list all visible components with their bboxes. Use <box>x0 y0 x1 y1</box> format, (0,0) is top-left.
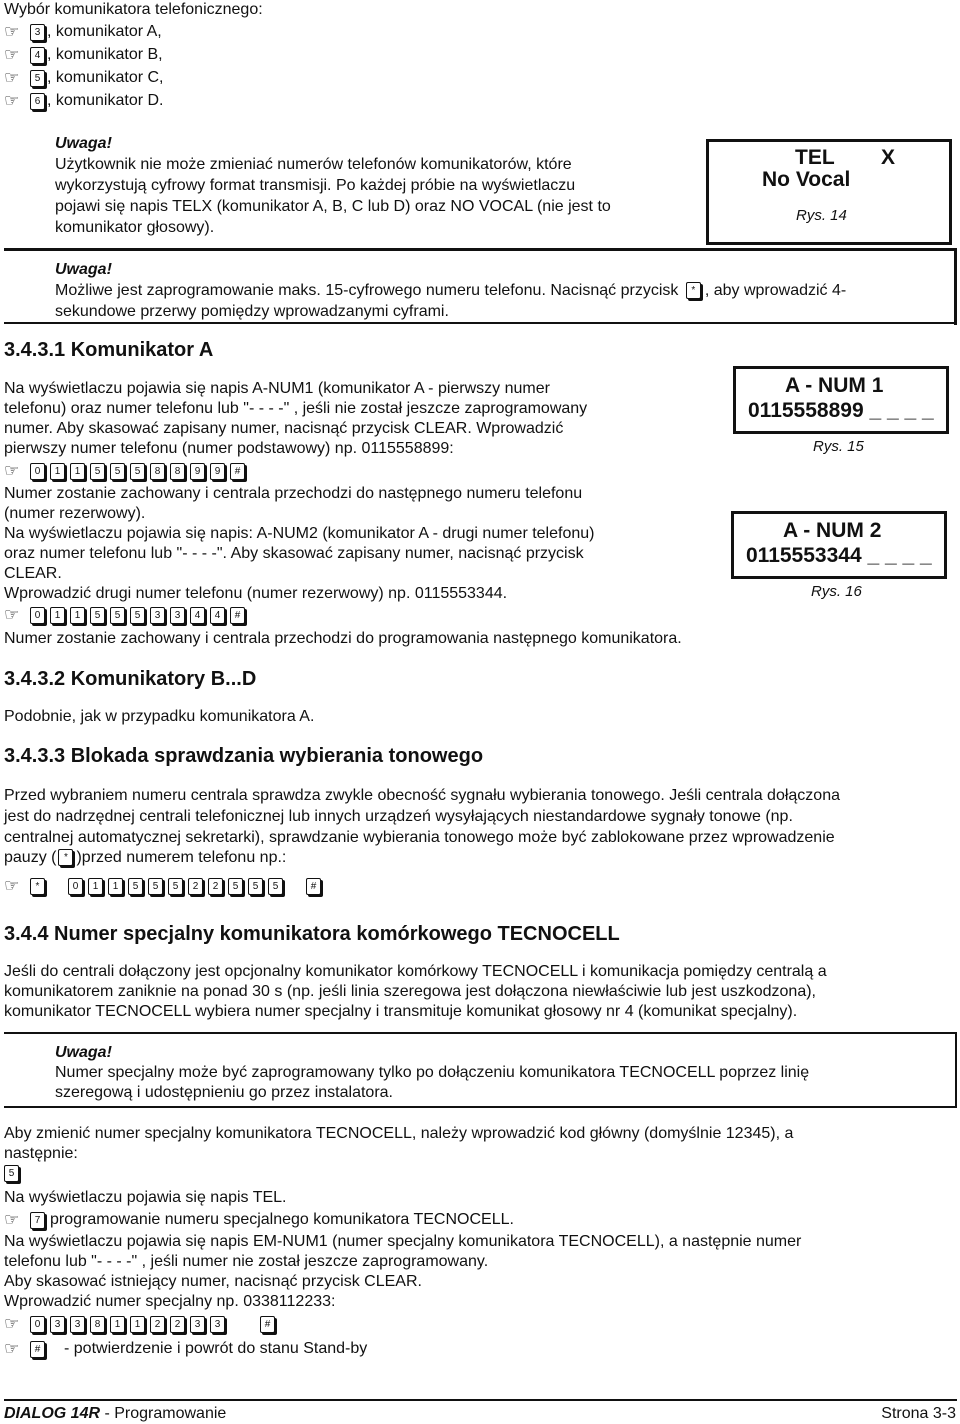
text-line: komunikator TECNOCELL wybiera numer specjalny i transmituje komunikat głosowy nr 4 (komunikat specjalny). <box>4 1003 798 1020</box>
note2-line1: Możliwe jest zaprogramowanie maks. 15-cyfrowego numeru telefonu. Nacisnąć przycisk * , aby wprowadzić 4- <box>55 282 847 299</box>
keypad-key-icon: 2 <box>188 878 203 895</box>
text-line: jest do nadrzędnej centrali telefonicznej lub innych urządzeń wysyłających niestandardowe sygnały tonowe (np. <box>4 808 793 825</box>
note2-bottom-rule <box>4 322 957 324</box>
keypad-key-icon: 8 <box>150 463 165 480</box>
keypad-key-icon: 5 <box>168 878 183 895</box>
keypad-key-icon: 2 <box>170 1316 185 1333</box>
text-line: wykorzystują cyfrowy format transmisji. Po każdej próbie na wyświetlaczu <box>55 177 576 194</box>
fig14-line2: No Vocal <box>762 168 851 191</box>
heading-3432: 3.4.3.2 Komunikatory B...D <box>4 668 257 690</box>
keys-sequence-2 <box>4 605 250 625</box>
text-line: Wprowadzić numer specjalny np. 0338112233: <box>4 1293 336 1310</box>
keypad-key-icon: 3 <box>50 1316 65 1333</box>
keypad-key-icon: 1 <box>88 878 103 895</box>
keypad-key-icon: 4 <box>190 607 205 624</box>
key5-row <box>4 1164 24 1184</box>
fig14-line1: TEL X <box>795 146 895 169</box>
footer-left: DIALOG 14R - Programowanie <box>4 1405 227 1422</box>
pointing-hand-icon: ☞ <box>4 1314 20 1333</box>
confirm-row: ☞ # - potwierdzenie i powrót do stanu Stand-by <box>4 1339 368 1358</box>
footer-right: Strona 3-3 <box>881 1405 956 1422</box>
keypad-key-icon: 4 <box>30 47 45 64</box>
sec3432-text: Podobnie, jak w przypadku komunikatora A. <box>4 708 315 725</box>
fig16-caption: Rys. 16 <box>811 583 862 600</box>
text-line: Aby skasować istniejący numer, nacisnąć przycisk CLEAR. <box>4 1273 422 1290</box>
text-line: Numer zostanie zachowany i centrala przechodzi do następnego numeru telefonu <box>4 485 583 502</box>
text-line: komunikatorem zaniknie na ponad 30 s (np. jeśli linia szeregowa jest dołączona niewłaściwie lub jest uszkodzona), <box>4 983 816 1000</box>
heading-3431: 3.4.3.1 Komunikator A <box>4 339 214 361</box>
keypad-key-icon: 0 <box>30 1316 45 1333</box>
text-line: numer. Aby skasować zapisany numer, nacisnąć przycisk CLEAR. Wprowadzić <box>4 420 564 437</box>
text-line: Przed wybraniem numeru centrala sprawdza zwykle obecność sygnału wybierania tonowego. Jeśli centrala dołączona <box>4 787 840 804</box>
text-line: CLEAR. <box>4 565 62 582</box>
intro-option-text: , komunikator B, <box>47 46 163 64</box>
keypad-key-icon: 0 <box>30 607 45 624</box>
keypad-key-icon: 5 <box>90 607 105 624</box>
pointing-hand-icon: ☞ <box>4 605 20 624</box>
pointing-hand-icon: ☞ <box>4 1339 20 1358</box>
text-line: telefonu lub "- - - -" , jeśli numer nie został jeszcze zaprogramowany. <box>4 1253 489 1270</box>
keypad-key-icon: 4 <box>210 607 225 624</box>
intro-option <box>4 91 163 111</box>
keypad-key-icon: 8 <box>90 1316 105 1333</box>
text-line: (numer rezerwowy). <box>4 505 146 522</box>
fig15-line2: 0115558899 _ _ _ _ <box>748 399 934 422</box>
note3-top-rule <box>4 1032 957 1034</box>
text-line: centralnej automatycznej sekretarki), sprawdzanie wybierania tonowego może być zablokowane przez wprowadzenie <box>4 829 835 846</box>
heading-3433: 3.4.3.3 Blokada sprawdzania wybierania tonowego <box>4 745 484 767</box>
key-star: * <box>686 282 701 299</box>
key-star: * <box>58 849 73 866</box>
keypad-key-icon: 2 <box>150 1316 165 1333</box>
pointing-hand-icon: ☞ <box>4 91 20 110</box>
keypad-key-icon: 3 <box>170 607 185 624</box>
text-line: telefonu) oraz numer telefonu lub "- - - -" , jeśli nie został jeszcze zaprogramowany <box>4 400 588 417</box>
keypad-key-icon: 1 <box>50 463 65 480</box>
text-line: Na wyświetlaczu pojawia się napis EM-NUM1 (numer specjalny komunikatora TECNOCELL), a następnie numer <box>4 1233 802 1250</box>
key7-row: ☞ 7 programowanie numeru specjalnego komunikatora TECNOCELL. <box>4 1210 514 1229</box>
text-line: Aby zmienić numer specjalny komunikatora TECNOCELL, należy wprowadzić kod główny (domyślnie 12345), a <box>4 1125 794 1142</box>
text-line: pojawi się napis TELX (komunikator A, B, C lub D) oraz NO VOCAL (nie jest to <box>55 198 611 215</box>
keypad-key-icon: 9 <box>190 463 205 480</box>
intro-option-text: , komunikator A, <box>47 23 162 41</box>
keypad-key-icon: 2 <box>208 878 223 895</box>
note2-line2: sekundowe przerwy pomiędzy wprowadzanymi cyframi. <box>55 303 449 320</box>
text-line: Na wyświetlaczu pojawia się napis A-NUM1 (komunikator A - pierwszy numer <box>4 380 550 397</box>
pointing-hand-icon: ☞ <box>4 45 20 64</box>
keypad-key-icon: 1 <box>130 1316 145 1333</box>
keypad-key-icon: 8 <box>170 463 185 480</box>
sec3433-last-line: pauzy ( * )przed numerem telefonu np.: <box>4 849 287 866</box>
heading-344: 3.4.4 Numer specjalny komunikatora komórkowego TECNOCELL <box>4 923 620 945</box>
note3-label: Uwaga! <box>55 1044 112 1061</box>
intro-title: Wybór komunikatora telefonicznego: <box>4 1 263 18</box>
fig15-caption: Rys. 15 <box>813 438 864 455</box>
keypad-key-icon: 0 <box>30 463 45 480</box>
keypad-key-icon: # <box>306 878 321 895</box>
key-7: 7 <box>30 1212 45 1229</box>
keypad-key-icon: 1 <box>70 463 85 480</box>
text-line: komunikator głosowy). <box>55 219 215 236</box>
keypad-key-icon: 5 <box>30 70 45 87</box>
fig16-line1: A - NUM 2 <box>783 519 882 542</box>
key-5: 5 <box>4 1165 19 1182</box>
text-line: Wprowadzić drugi numer telefonu (numer rezerwowy) np. 0115553344. <box>4 585 508 602</box>
keypad-key-icon: 5 <box>268 878 283 895</box>
text-line: pierwszy numer telefonu (numer podstawowy) np. 0115558899: <box>4 440 454 457</box>
keypad-key-icon: 9 <box>210 463 225 480</box>
keys-sequence-3 <box>4 876 326 896</box>
fig15-line1: A - NUM 1 <box>785 374 884 397</box>
keypad-key-icon: 5 <box>148 878 163 895</box>
pointing-hand-icon: ☞ <box>4 68 20 87</box>
text-line: następnie: <box>4 1145 78 1162</box>
keypad-key-icon: 3 <box>150 607 165 624</box>
keypad-key-icon: 3 <box>30 24 45 41</box>
keypad-key-icon: 1 <box>70 607 85 624</box>
intro-option <box>4 68 163 88</box>
pointing-hand-icon: ☞ <box>4 461 20 480</box>
text-line: Użytkownik nie może zmieniać numerów telefonów komunikatorów, które <box>55 156 572 173</box>
note1-label: Uwaga! <box>55 135 112 152</box>
text-line: Numer specjalny może być zaprogramowany tylko po dołączeniu komunikatora TECNOCELL poprzez linię <box>55 1064 810 1081</box>
sec3431-p3: Numer zostanie zachowany i centrala przechodzi do programowania następnego komunikatora. <box>4 630 682 647</box>
key-hash: # <box>30 1341 45 1358</box>
keypad-key-icon: 5 <box>248 878 263 895</box>
intro-option <box>4 45 163 65</box>
pointing-hand-icon: ☞ <box>4 22 20 41</box>
keypad-key-icon: # <box>230 607 245 624</box>
keypad-key-icon: 5 <box>90 463 105 480</box>
keypad-key-icon: * <box>30 878 45 895</box>
pointing-hand-icon: ☞ <box>4 876 20 895</box>
note3-bottom-rule <box>4 1106 957 1108</box>
note3-right-rule <box>955 1032 957 1106</box>
fig16-line2: 0115553344 _ _ _ _ <box>746 544 932 567</box>
text-line: Na wyświetlaczu pojawia się napis: A-NUM2 (komunikator A - drugi numer telefonu) <box>4 525 595 542</box>
keypad-key-icon: 5 <box>128 878 143 895</box>
text-line: szeregową i udostępnieniu go przez instalatora. <box>55 1084 393 1101</box>
text-line: Jeśli do centrali dołączony jest opcjonalny komunikator komórkowy TECNOCELL i komunikacja pomiędzy centralą a <box>4 963 827 980</box>
keypad-key-icon: 1 <box>110 1316 125 1333</box>
pointing-hand-icon: ☞ <box>4 1210 20 1229</box>
keypad-key-icon: 5 <box>130 607 145 624</box>
key-hash: # <box>260 1316 275 1333</box>
keypad-key-icon: 3 <box>190 1316 205 1333</box>
intro-option-text: , komunikator D. <box>47 92 164 110</box>
keypad-key-icon: 0 <box>68 878 83 895</box>
keypad-key-icon: 5 <box>110 463 125 480</box>
note2-label: Uwaga! <box>55 261 112 278</box>
intro-option <box>4 22 162 42</box>
keypad-key-icon: 5 <box>228 878 243 895</box>
fig14-caption: Rys. 14 <box>796 207 847 224</box>
keypad-key-icon: 1 <box>108 878 123 895</box>
keypad-key-icon: # <box>230 463 245 480</box>
keypad-key-icon: 1 <box>50 607 65 624</box>
keypad-key-icon: 5 <box>110 607 125 624</box>
keys-sequence-1 <box>4 461 250 481</box>
keypad-key-icon: 6 <box>30 93 45 110</box>
sec344-p3: Na wyświetlaczu pojawia się napis TEL. <box>4 1189 287 1206</box>
keypad-key-icon: 5 <box>130 463 145 480</box>
keypad-key-icon: 3 <box>210 1316 225 1333</box>
keys-sequence-4 <box>4 1314 280 1334</box>
intro-option-text: , komunikator C, <box>47 69 164 87</box>
text-line: oraz numer telefonu lub "- - - -". Aby skasować zapisany numer, nacisnąć przycisk <box>4 545 584 562</box>
keypad-key-icon: 3 <box>70 1316 85 1333</box>
footer-rule <box>4 1399 957 1401</box>
